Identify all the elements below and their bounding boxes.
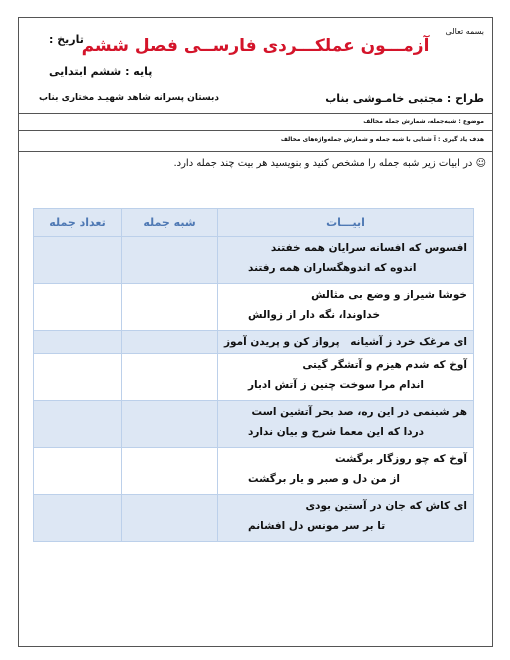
table-row bbox=[34, 448, 474, 495]
verse-second-hemistich: پرواز کن و پریدن آموز bbox=[224, 336, 340, 348]
verse-cell bbox=[218, 495, 474, 542]
instruction-text: ☺ در ابیات زیر شبه جمله را مشخص کنید و بنویسید هر بیت چند جمله دارد. bbox=[173, 158, 486, 169]
subject-label: موضوع : شبه‌جمله، شمارش جمله مخالف bbox=[363, 118, 484, 125]
verse-first-hemistich: ای مرغک خرد ز آشیانه bbox=[350, 336, 467, 348]
verse-cell bbox=[218, 448, 474, 495]
table-row bbox=[34, 284, 474, 331]
verse-cell bbox=[218, 284, 474, 331]
table-row bbox=[34, 354, 474, 401]
verse-second-hemistich: از من دل و صبر و یار برگشت bbox=[248, 473, 401, 485]
table-row bbox=[34, 331, 474, 354]
worksheet-page bbox=[18, 17, 493, 647]
sentence-count-answer-cell[interactable] bbox=[34, 495, 122, 542]
table-row bbox=[34, 401, 474, 448]
sentence-count-answer-cell[interactable] bbox=[34, 401, 122, 448]
goal-label: هدف یاد گیری : آ شنایی با شبه جمله و شمارش جمله‌واژه‌های مخالف bbox=[280, 136, 484, 143]
designer-label: طراح : مجتبی خامـوشی بناب bbox=[325, 92, 484, 105]
column-header-verses: ابیـــات bbox=[218, 209, 474, 237]
interjection-answer-cell[interactable] bbox=[122, 401, 218, 448]
school-label: دبستان پسرانه شاهد شهیـد مختاری بناب bbox=[39, 93, 220, 103]
column-header-interjection: شبه جمله bbox=[122, 209, 218, 237]
verse-cell bbox=[218, 237, 474, 284]
verse-second-hemistich: تا بر سر مونس دل افشانم bbox=[248, 520, 386, 532]
verse-first-hemistich: هر شبنمی در این ره، صد بحر آتشین است bbox=[251, 406, 467, 418]
interjection-answer-cell[interactable] bbox=[122, 448, 218, 495]
sentence-count-answer-cell[interactable] bbox=[34, 354, 122, 401]
verse-second-hemistich: اندوه که اندوهگساران همه رفتند bbox=[248, 262, 417, 274]
verse-first-hemistich: آوخ که شدم هیزم و آتشگر گیتی bbox=[302, 359, 467, 371]
verse-first-hemistich: ای کاش که جان در آستین بودی bbox=[305, 500, 467, 512]
date-label: تاریخ : bbox=[49, 33, 84, 46]
header-divider bbox=[19, 113, 492, 114]
sentence-count-answer-cell[interactable] bbox=[34, 237, 122, 284]
page-title: آزمـــون عملکـــردی فارســی فصل ششم bbox=[81, 36, 430, 56]
verse-cell bbox=[218, 354, 474, 401]
interjection-answer-cell[interactable] bbox=[122, 237, 218, 284]
table-row bbox=[34, 495, 474, 542]
verse-cell bbox=[218, 331, 474, 354]
table-header-row bbox=[34, 209, 474, 237]
column-header-sentence-count: تعداد جمله bbox=[34, 209, 122, 237]
verse-second-hemistich: خداوندا، نگه دار از زوالش bbox=[248, 309, 381, 321]
sentence-count-answer-cell[interactable] bbox=[34, 284, 122, 331]
header-divider bbox=[19, 130, 492, 131]
verse-first-hemistich: افسوس که افسانه سرایان همه خفتند bbox=[270, 242, 467, 254]
table-row bbox=[34, 237, 474, 284]
verses-table bbox=[33, 208, 474, 542]
verse-first-hemistich: خوشا شیراز و وضع بی مثالش bbox=[311, 289, 467, 301]
verse-cell bbox=[218, 401, 474, 448]
verse-second-hemistich: دردا که این معما شرح و بیان ندارد bbox=[248, 426, 425, 438]
worksheet-header bbox=[19, 18, 492, 152]
interjection-answer-cell[interactable] bbox=[122, 495, 218, 542]
verse-first-hemistich: آوخ که چو روزگار برگشت bbox=[334, 453, 467, 465]
interjection-answer-cell[interactable] bbox=[122, 331, 218, 354]
verse-second-hemistich: اندام مرا سوخت چنین ز آتش ادبار bbox=[248, 379, 424, 391]
interjection-answer-cell[interactable] bbox=[122, 284, 218, 331]
interjection-answer-cell[interactable] bbox=[122, 354, 218, 401]
bismillah: بسمه تعالی bbox=[445, 27, 484, 36]
sentence-count-answer-cell[interactable] bbox=[34, 448, 122, 495]
sentence-count-answer-cell[interactable] bbox=[34, 331, 122, 354]
grade-label: پایه : ششم ابتدایی bbox=[49, 65, 153, 78]
